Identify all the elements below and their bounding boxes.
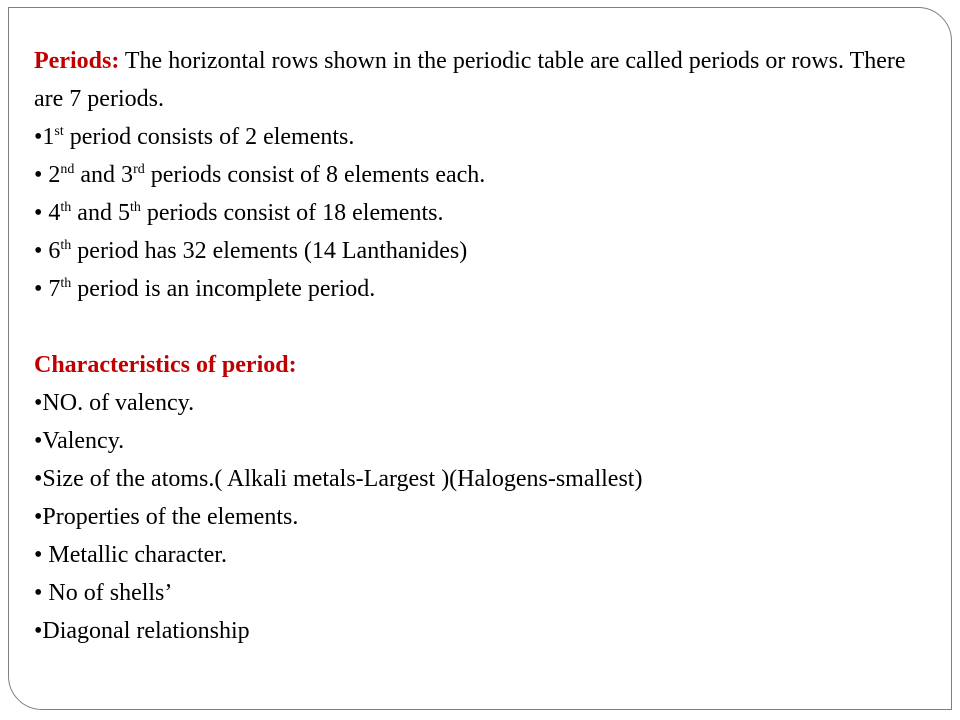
characteristic-item: •Size of the atoms.( Alkali metals-Largest )(Halogens-smallest) bbox=[34, 466, 643, 492]
spacer bbox=[34, 308, 934, 346]
period-number: 7 bbox=[48, 276, 61, 302]
characteristic-item: •Valency. bbox=[34, 428, 125, 454]
characteristics-heading bbox=[34, 346, 934, 384]
bullet-mid-text: and 3 bbox=[74, 162, 134, 188]
period-number: 1 bbox=[42, 124, 55, 150]
period-number: 6 bbox=[48, 238, 61, 264]
characteristic-item: • No of shells’ bbox=[34, 580, 173, 606]
periods-label: Periods: bbox=[34, 48, 120, 74]
ordinal-suffix-2: rd bbox=[133, 162, 145, 177]
slide-content bbox=[34, 42, 934, 650]
bullet-glyph: • bbox=[34, 124, 43, 150]
period-number: 2 bbox=[48, 162, 61, 188]
periods-intro bbox=[34, 42, 924, 118]
bullet-text: period has 32 elements (14 Lanthanides) bbox=[71, 238, 468, 264]
period-number: 4 bbox=[48, 200, 61, 226]
bullet-glyph: • bbox=[34, 162, 49, 188]
characteristic-item: • Metallic character. bbox=[34, 542, 227, 568]
bullet-text: period is an incomplete period. bbox=[71, 276, 376, 302]
ordinal-suffix-2: th bbox=[129, 200, 141, 215]
periods-intro-text: The horizontal rows shown in the periodic table are called periods or rows. There are 7 periods. bbox=[34, 48, 906, 112]
ordinal-suffix: nd bbox=[60, 162, 75, 177]
period-bullet-5 bbox=[34, 270, 934, 308]
bullet-text: periods consist of 8 elements each. bbox=[144, 162, 486, 188]
bullet-mid-text: and 5 bbox=[71, 200, 130, 226]
bullet-text: period consists of 2 elements. bbox=[63, 124, 355, 150]
ordinal-suffix: th bbox=[60, 200, 72, 215]
ordinal-suffix: th bbox=[60, 276, 72, 291]
bullet-glyph: • bbox=[34, 200, 49, 226]
period-bullet-4 bbox=[34, 232, 934, 270]
period-bullet-3 bbox=[34, 194, 934, 232]
characteristic-item: •NO. of valency. bbox=[34, 390, 195, 416]
ordinal-suffix: st bbox=[54, 124, 64, 139]
bullet-glyph: • bbox=[34, 276, 49, 302]
ordinal-suffix: th bbox=[60, 238, 72, 253]
period-bullet-1 bbox=[34, 118, 934, 156]
characteristic-item: •Diagonal relationship bbox=[34, 618, 250, 644]
bullet-glyph: • bbox=[34, 238, 49, 264]
period-bullet-2 bbox=[34, 156, 934, 194]
characteristics-heading-text: Characteristics of period: bbox=[34, 352, 297, 378]
characteristic-item: •Properties of the elements. bbox=[34, 504, 299, 530]
bullet-text: periods consist of 18 elements. bbox=[140, 200, 444, 226]
